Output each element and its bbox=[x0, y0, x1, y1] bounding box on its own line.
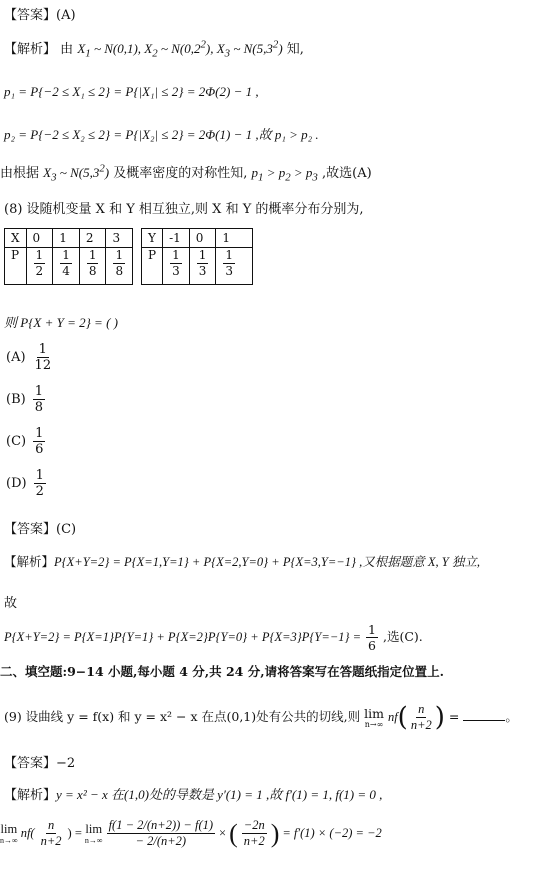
sym-pre: 由根据 bbox=[0, 166, 40, 181]
analysis-2 bbox=[4, 552, 480, 570]
p2-equation: p₂ = P{−2 ≤ X₂ ≤ 2} = P{|X₂| ≤ 2} = 2Φ(1) − 1 ,故 p₁ > p₂ . bbox=[4, 127, 319, 142]
frac-den: n+2 bbox=[40, 834, 62, 848]
question-8-ask: 则 P{X + Y = 2} = ( ) bbox=[4, 315, 118, 330]
p1-equation: p₁ = P{−2 ≤ X₁ ≤ 2} = P{|X₁| ≤ 2} = 2Φ(2) − 1 , bbox=[4, 84, 259, 99]
q9-text: (9) 设曲线 y = f(x) 和 y = x² − x 在点(0,1)处有公共的切线,则 bbox=[4, 709, 361, 724]
option-label: (A) bbox=[6, 350, 26, 365]
frac-den: 3 bbox=[198, 264, 207, 278]
table-y-head-cell: 1 bbox=[216, 229, 253, 248]
analysis-distributions: 【解析】 由 $X_1$ ~ N(0,1), $X_2$ ~ $N(0,2^2)$, $X_3$ ~ $N(5,3^2)$ 知, bbox=[4, 38, 304, 60]
frac-num: 1 bbox=[35, 468, 44, 483]
lim-sub: n→∞ bbox=[84, 836, 103, 845]
option-label: (D) bbox=[6, 476, 27, 491]
analysis-2b-end: ,选(C). bbox=[382, 629, 423, 644]
q9-nf: nf bbox=[387, 710, 398, 724]
table-y-head-cell: -1 bbox=[163, 229, 190, 248]
analysis-2b-text: P{X+Y=2} = P{X=1}P{Y=1} + P{X=2}P{Y=0} + P{X=3}P{Y=−1} = bbox=[4, 630, 362, 644]
frac-num: 1 bbox=[172, 248, 180, 262]
question-9: (9) 设曲线 y = f(x) 和 y = x² − x 在点(0,1)处有公共的切线,则 lim n→∞ nf( $\frac{n}{n+2}$ ) = 。 bbox=[4, 702, 518, 733]
zhi-word: 知, bbox=[286, 42, 304, 57]
frac-num: 1 bbox=[35, 248, 44, 262]
q9-eq: = bbox=[448, 709, 460, 724]
lim-sub: n→∞ bbox=[0, 836, 18, 845]
question-8: (8) 设随机变量 X 和 Y 相互独立,则 X 和 Y 的概率分布分别为, bbox=[4, 202, 364, 217]
analysis-label: 【解析】 bbox=[4, 554, 55, 569]
frac-num: 1 bbox=[62, 248, 70, 262]
frac-num: 1 bbox=[35, 426, 44, 441]
table-x bbox=[4, 228, 133, 285]
frac-den: n+2 bbox=[410, 718, 432, 732]
analysis-label: 【解析】 bbox=[4, 788, 57, 803]
lim-word: lim bbox=[0, 822, 18, 836]
frac-den: 3 bbox=[225, 264, 233, 278]
frac-num: 1 bbox=[368, 622, 376, 637]
table-y bbox=[141, 228, 253, 285]
final-lhs: nf( bbox=[20, 826, 35, 840]
frac-num: 1 bbox=[198, 248, 207, 262]
lim-sub: n→∞ bbox=[364, 720, 384, 729]
final-equation: lim n→∞ nf( $\frac{n}{n+2}$ ) = lim n→∞ $\frac{f(1 - 2/(n+2)) - f(1)}{- 2/(n+2)}$ × ( $\frac{-2n}{n+2}$ ) = f′(1) × (−2) = −2 bbox=[0, 818, 382, 848]
frac-num: 1 bbox=[88, 248, 97, 262]
frac-den: 6 bbox=[35, 442, 44, 457]
frac-num: n bbox=[418, 702, 425, 716]
frac-num: 1 bbox=[34, 384, 43, 399]
table-x-p-label: P bbox=[5, 248, 27, 285]
frac-num: f(1 − 2/(n+2)) − f(1) bbox=[108, 818, 214, 832]
given-word: 由 bbox=[60, 42, 74, 57]
frac-num: n bbox=[47, 818, 55, 832]
frac-den: 2 bbox=[35, 264, 44, 278]
analysis-2b bbox=[4, 622, 423, 653]
table-x-head-row bbox=[5, 229, 133, 248]
table-x-head-cell: X bbox=[5, 229, 27, 248]
gu-word: 故 bbox=[4, 596, 18, 611]
option-b[interactable] bbox=[6, 384, 46, 415]
table-x-head-cell: 1 bbox=[53, 229, 80, 248]
table-x-head-cell: 3 bbox=[106, 229, 133, 248]
times-sign: × bbox=[219, 826, 227, 840]
frac-den: − 2/(n+2) bbox=[135, 834, 187, 848]
analysis-3 bbox=[4, 784, 382, 803]
option-d[interactable] bbox=[6, 468, 47, 499]
analysis-3-text: y = x² − x 在(1,0)处的导数是 y′(1) = 1 ,故 f′(1) = 1, f(1) = 0 , bbox=[56, 787, 383, 802]
table-y-prob-row bbox=[142, 248, 253, 285]
lim-word: lim bbox=[364, 706, 384, 721]
q9-stop: 。 bbox=[505, 709, 518, 724]
frac-num: −2n bbox=[243, 818, 265, 832]
frac-num: 1 bbox=[38, 342, 47, 357]
frac-den: 8 bbox=[115, 264, 124, 278]
frac-den: 12 bbox=[34, 358, 52, 373]
table-y-head-row bbox=[142, 229, 253, 248]
section-2-heading: 二、填空题:9−14 小题,每小题 4 分,共 24 分,请将答案写在答题纸指定位置上. bbox=[0, 664, 444, 679]
option-label: (B) bbox=[6, 392, 26, 407]
frac-den: 8 bbox=[34, 400, 43, 415]
frac-den: 2 bbox=[35, 484, 44, 499]
lim-word: lim bbox=[85, 822, 103, 836]
table-x-prob-row bbox=[5, 248, 133, 285]
frac-den: 4 bbox=[62, 264, 70, 278]
analysis-2-text: P{X+Y=2} = P{X=1,Y=1} + P{X=2,Y=0} + P{X=3,Y=−1} ,又根据题意 X, Y 独立, bbox=[54, 555, 480, 569]
frac-den: 8 bbox=[88, 264, 97, 278]
sym-post: ,故选(A) bbox=[321, 166, 372, 181]
frac-den: 6 bbox=[368, 638, 376, 653]
frac-num: 1 bbox=[115, 248, 124, 262]
symmetry-line: 由根据 $X_3$ ~ $N(5,3^2)$ 及概率密度的对称性知, $p_1 > p_2 > p_3$ ,故选(A) bbox=[0, 162, 372, 184]
table-y-head-cell: 0 bbox=[189, 229, 216, 248]
option-a[interactable] bbox=[6, 342, 54, 373]
table-y-head-cell: Y bbox=[142, 229, 163, 248]
analysis-label: 【解析】 bbox=[4, 42, 57, 57]
answer-blank[interactable] bbox=[463, 708, 505, 721]
table-x-head-cell: 0 bbox=[26, 229, 53, 248]
frac-num: 1 bbox=[225, 248, 233, 262]
table-x-head-cell: 2 bbox=[79, 229, 106, 248]
frac-den: 3 bbox=[172, 264, 180, 278]
option-c[interactable] bbox=[6, 426, 46, 457]
final-rhs: = f′(1) × (−2) = −2 bbox=[282, 826, 382, 840]
answer-9: 【答案】−2 bbox=[4, 756, 76, 771]
sym-mid: 及概率密度的对称性知, bbox=[113, 166, 248, 181]
table-y-p-label: P bbox=[142, 248, 163, 285]
answer-c: 【答案】(C) bbox=[4, 522, 77, 537]
frac-den: n+2 bbox=[243, 834, 265, 848]
option-label: (C) bbox=[6, 434, 27, 449]
answer-a: 【答案】(A) bbox=[4, 8, 76, 23]
